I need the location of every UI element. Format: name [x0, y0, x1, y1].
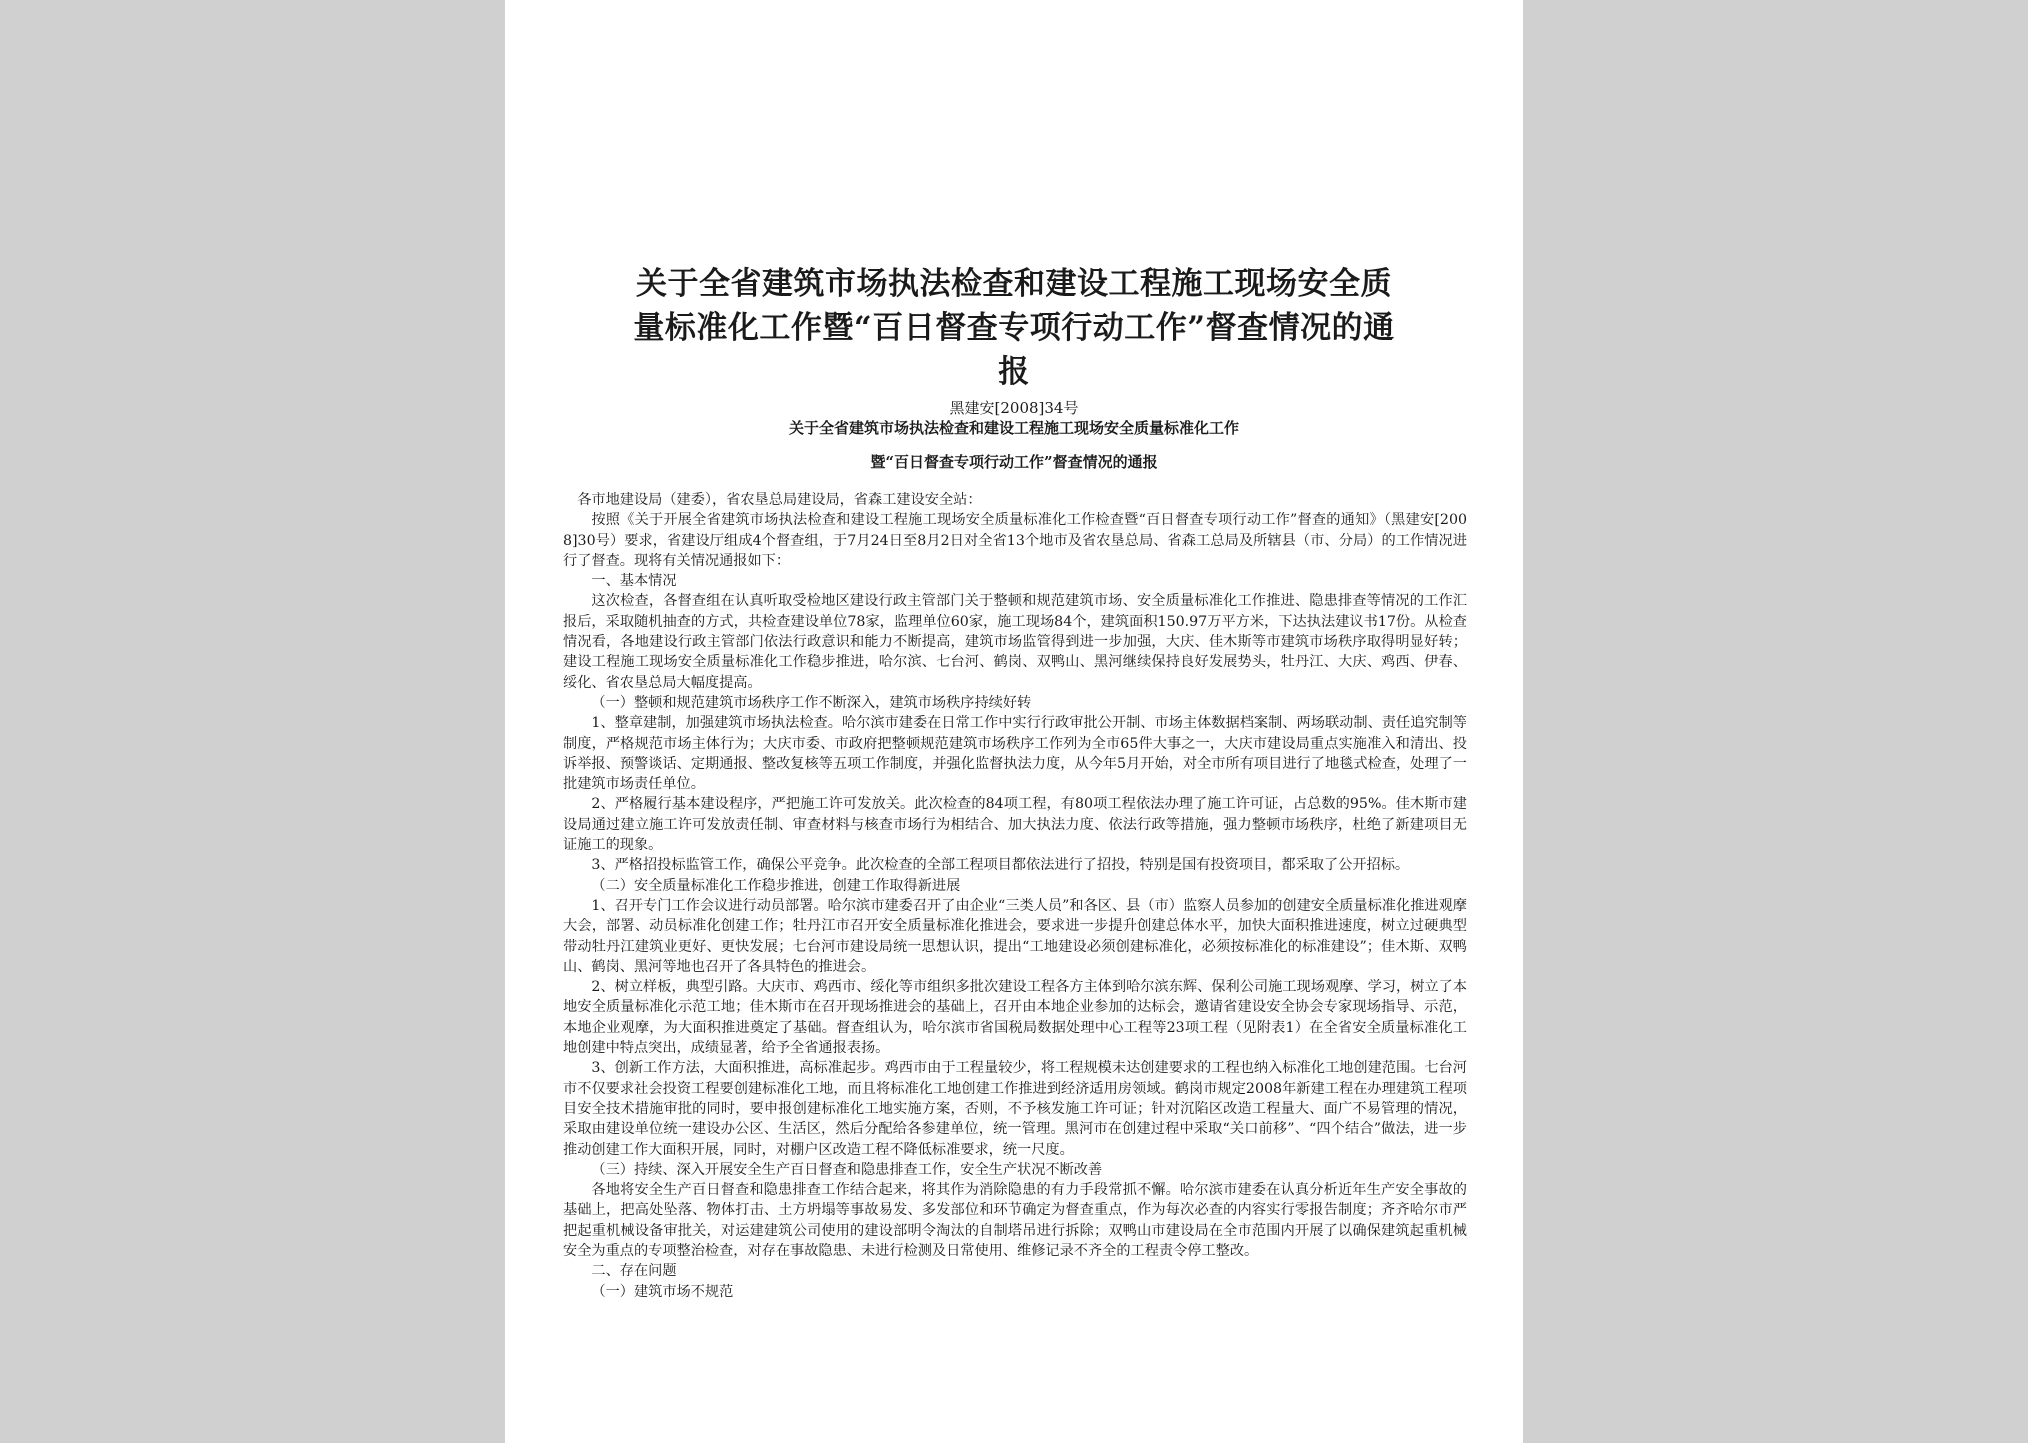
- salutation: 各市地建设局（建委），省农垦总局建设局，省森工建设安全站：: [577, 492, 982, 508]
- section-heading: 一、基本情况: [591, 573, 677, 590]
- paragraph: 3、创新工作方法，大面积推进，高标准起步。鸡西市由于工程量较少，将工程规模未达创建要求的工程也纳入标准化工地创建范围。七台河市不仅要求社会投资工程要创建标准化工地，而且将标准化工地创建工作推进到经济适用房领域。鹤岗市规定2008年新建工程在办理建筑工程项目安全技术措施审批的同时，要申报创建标准化工地实施方案，否则，不予核发施工许可证；针对沉陷区改造工程量大、面广不易管理的情况，采取由建设单位统一建设办公区、生活区，然后分配给各参建单位，统一管理。黑河市在创建过程中采取“关口前移”、“四个结合”做法，进一步推动创建工作大面积开展，同时，对棚户区改造工程不降低标准要求，统一尺度。: [563, 1060, 1467, 1158]
- document-page: [505, 0, 1523, 1443]
- section-heading: （一）整顿和规范建筑市场秩序工作不断深入，建筑市场秩序持续好转: [591, 694, 1032, 711]
- document-title: [505, 262, 1523, 394]
- subtitle-line: 关于全省建筑市场执法检查和建设工程施工现场安全质量标准化工作: [788, 419, 1239, 437]
- section-heading: （一）建筑市场不规范: [591, 1283, 734, 1300]
- section-heading: 二、存在问题: [591, 1263, 677, 1280]
- section-heading: （三）持续、深入开展安全生产百日督查和隐患排查工作，安全生产状况不断改善: [591, 1161, 1103, 1178]
- paragraph: 2、树立样板，典型引路。大庆市、鸡西市、绥化等市组织多批次建设工程各方主体到哈尔滨东辉、保利公司施工现场观摩、学习，树立了本地安全质量标准化示范工地；佳木斯市在召开现场推进会的基础上，召开由本地企业参加的达标会，邀请省建设安全协会专家现场指导、示范，本地企业观摩，为大面积推进奠定了基础。督查组认为，哈尔滨市省国税局数据处理中心工程等23项工程（见附表1）在全省安全质量标准化工地创建中特点突出，成绩显著，给予全省通报表扬。: [563, 979, 1467, 1057]
- paragraph: 1、召开专门工作会议进行动员部署。哈尔滨市建委召开了由企业“三类人员”和各区、县（市）监察人员参加的创建安全质量标准化推进观摩大会，部署、动员标准化创建工作；牡丹江市召开安全质量标准化推进会，要求进一步提升创建总体水平，加快大面积推进速度，树立过硬典型带动牡丹江建筑业更好、更快发展；七台河市建设局统一思想认识，提出“工地建设必须创建标准化，必须按标准化的标准建设”；佳木斯、双鸭山、鹤岗、黑河等地也召开了各具特色的推进会。: [563, 897, 1467, 975]
- paragraph: 这次检查，各督查组在认真听取受检地区建设行政主管部门关于整顿和规范建筑市场、安全质量标准化工作推进、隐患排查等情况的工作汇报后，采取随机抽查的方式，共检查建设单位78家，监理单位60家，施工现场84个，建筑面积150.97万平方米，下达执法建议书17份。从检查情况看，各地建设行政主管部门依法行政意识和能力不断提高，建筑市场监管得到进一步加强，大庆、佳木斯等市建筑市场秩序取得明显好转；建设工程施工现场安全质量标准化工作稳步推进，哈尔滨、七台河、鹤岗、双鸭山、黑河继续保持良好发展势头，牡丹江、大庆、鸡西、伊春、绥化、省农垦总局大幅度提高。: [563, 593, 1467, 691]
- paragraph: 1、整章建制，加强建筑市场执法检查。哈尔滨市建委在日常工作中实行行政审批公开制、市场主体数据档案制、两场联动制、责任追究制等制度，严格规范市场主体行为；大庆市委、市政府把整顿规范建筑市场秩序工作列为全市65件大事之一，大庆市建设局重点实施准入和清出、投诉举报、预警谈话、定期通报、整改复核等五项工作制度，并强化监督执法力度，从今年5月开始，对全市所有项目进行了地毯式检查，处理了一批建筑市场责任单位。: [563, 715, 1467, 793]
- paragraph: 3、严格招投标监管工作，确保公平竞争。此次检查的全部工程项目都依法进行了招投，特别是国有投资项目，都采取了公开招标。: [591, 857, 1410, 874]
- title-line: 关于全省建筑市场执法检查和建设工程施工现场安全质: [636, 266, 1392, 302]
- subtitle-line: 暨“百日督查专项行动工作”督查情况的通报: [870, 453, 1158, 471]
- document-number: 黑建安[2008]34号: [949, 399, 1079, 417]
- paragraph: 各地将安全生产百日督查和隐患排查工作结合起来，将其作为消除隐患的有力手段常抓不懈。哈尔滨市建委在认真分析近年生产安全事故的基础上，把高处坠落、物体打击、土方坍塌等事故易发、多发部位和环节确定为督查重点，作为每次必查的内容实行零报告制度；齐齐哈尔市严把起重机械设备审批关，对运建建筑公司使用的建设部明令淘汰的自制塔吊进行拆除；双鸭山市建设局在全市范围内开展了以确保建筑起重机械安全为重点的专项整治检查，对存在事故隐患、未进行检测及日常使用、维修记录不齐全的工程责令停工整改。: [563, 1182, 1467, 1259]
- section-heading: （二）安全质量标准化工作稳步推进，创建工作取得新进展: [591, 877, 961, 894]
- title-line: 量标准化工作暨“百日督查专项行动工作”督查情况的通: [633, 310, 1395, 346]
- title-line: 报: [998, 354, 1030, 390]
- document-body: [563, 490, 1467, 1302]
- paragraph: 按照《关于开展全省建筑市场执法检查和建设工程施工现场安全质量标准化工作检查暨“百日督查专项行动工作”督查的通知》（黑建安[2008]30号）要求，省建设厅组成4个督查组，于7月24日至8月2日对全省13个地市及省农垦总局、省森工总局及所辖县（市、分局）的工作情况进行了督查。现将有关情况通报如下：: [563, 512, 1467, 569]
- paragraph: 2、严格履行基本建设程序，严把施工许可发放关。此次检查的84项工程，有80项工程依法办理了施工许可证，占总数的95%。佳木斯市建设局通过建立施工许可发放责任制、审查材料与核查市场行为相结合、加大执法力度、依法行政等措施，强力整顿市场秩序，杜绝了新建项目无证施工的现象。: [563, 796, 1467, 854]
